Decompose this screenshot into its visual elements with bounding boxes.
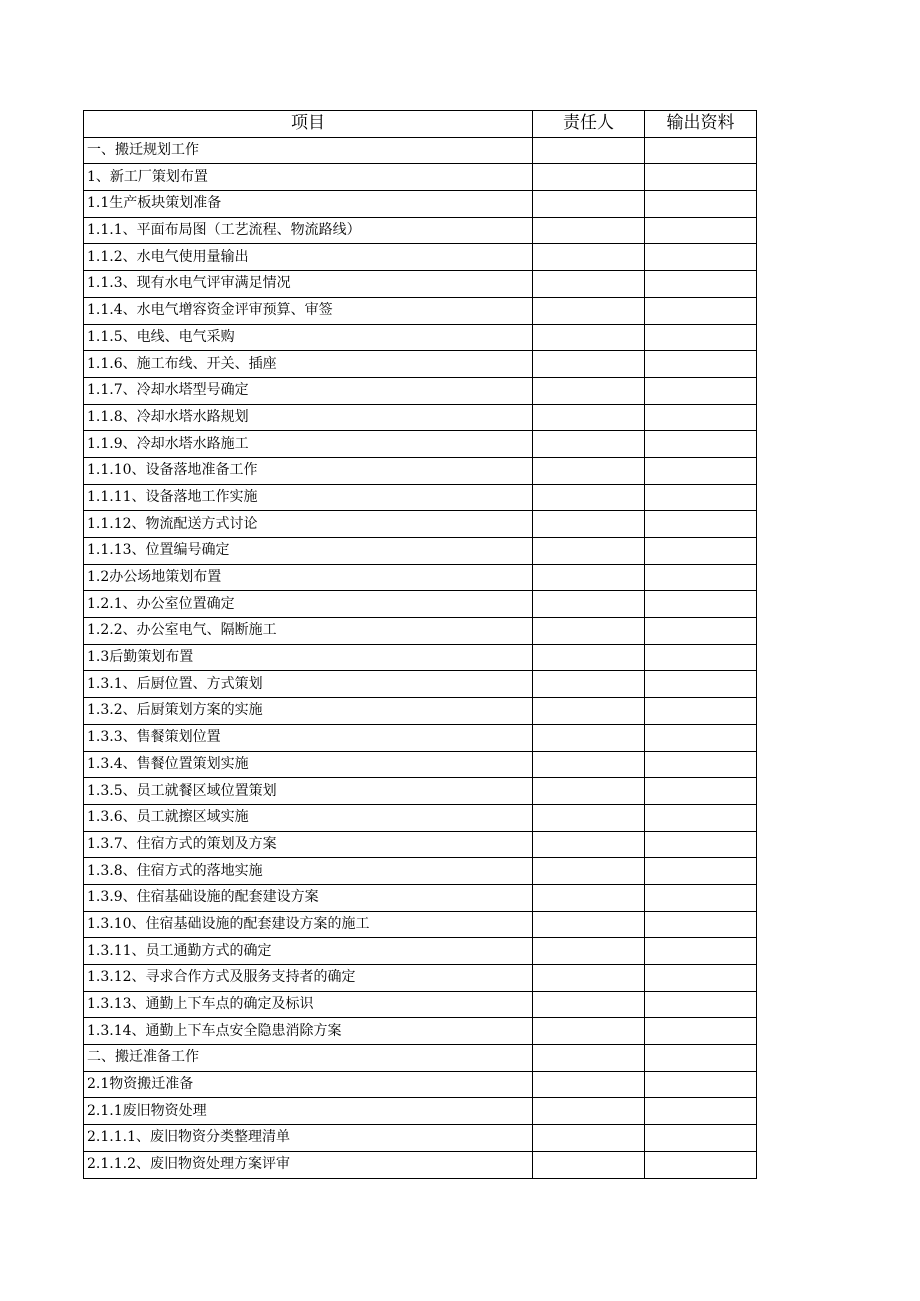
cell-output[interactable]	[645, 671, 757, 698]
cell-owner[interactable]	[533, 965, 645, 992]
table-row	[84, 884, 757, 911]
cell-item[interactable]: 二、搬迁准备工作	[84, 1045, 533, 1072]
cell-output[interactable]	[645, 271, 757, 298]
cell-owner[interactable]	[533, 751, 645, 778]
cell-owner[interactable]	[533, 377, 645, 404]
cell-owner[interactable]	[533, 431, 645, 458]
cell-output[interactable]	[645, 751, 757, 778]
cell-item[interactable]: 1.1.12、物流配送方式讨论	[84, 511, 533, 538]
cell-output[interactable]	[645, 164, 757, 191]
cell-owner[interactable]	[533, 618, 645, 645]
cell-item[interactable]: 1.1.6、施工布线、开关、插座	[84, 351, 533, 378]
table-row	[84, 1125, 757, 1152]
table-row	[84, 404, 757, 431]
cell-output[interactable]	[645, 1125, 757, 1152]
cell-owner[interactable]	[533, 244, 645, 271]
table-row	[84, 511, 757, 538]
table-row	[84, 911, 757, 938]
cell-output[interactable]	[645, 724, 757, 751]
cell-output[interactable]	[645, 377, 757, 404]
table-row	[84, 137, 757, 164]
cell-output[interactable]	[645, 831, 757, 858]
cell-item[interactable]: 1.3后勤策划布置	[84, 644, 533, 671]
cell-item[interactable]: 1.3.2、后厨策划方案的实施	[84, 698, 533, 725]
cell-owner[interactable]	[533, 591, 645, 618]
table-row	[84, 938, 757, 965]
cell-item[interactable]: 1.1.3、现有水电气评审满足情况	[84, 271, 533, 298]
cell-owner[interactable]	[533, 191, 645, 218]
cell-item[interactable]: 1.3.9、住宿基础设施的配套建设方案	[84, 884, 533, 911]
cell-item[interactable]: 1、新工厂策划布置	[84, 164, 533, 191]
table-row	[84, 618, 757, 645]
cell-owner[interactable]	[533, 1018, 645, 1045]
cell-owner[interactable]	[533, 724, 645, 751]
table-row	[84, 1151, 757, 1178]
cell-output[interactable]	[645, 698, 757, 725]
table-row	[84, 778, 757, 805]
cell-item[interactable]: 1.3.11、员工通勤方式的确定	[84, 938, 533, 965]
table-row	[84, 644, 757, 671]
cell-output[interactable]	[645, 137, 757, 164]
cell-owner[interactable]	[533, 831, 645, 858]
cell-output[interactable]	[645, 324, 757, 351]
table-row	[84, 751, 757, 778]
cell-owner[interactable]	[533, 778, 645, 805]
header-item[interactable]: 项目	[84, 111, 533, 138]
table-row	[84, 244, 757, 271]
cell-owner[interactable]	[533, 884, 645, 911]
header-row	[84, 111, 757, 138]
table-row	[84, 191, 757, 218]
cell-item[interactable]: 1.2.2、办公室电气、隔断施工	[84, 618, 533, 645]
table-row	[84, 297, 757, 324]
cell-output[interactable]	[645, 457, 757, 484]
cell-output[interactable]	[645, 1018, 757, 1045]
cell-item[interactable]: 2.1物资搬迁准备	[84, 1071, 533, 1098]
header-owner[interactable]: 责任人	[533, 111, 645, 138]
cell-owner[interactable]	[533, 991, 645, 1018]
cell-owner[interactable]	[533, 484, 645, 511]
cell-output[interactable]	[645, 484, 757, 511]
table-row	[84, 965, 757, 992]
cell-owner[interactable]	[533, 911, 645, 938]
cell-item[interactable]: 1.3.8、住宿方式的落地实施	[84, 858, 533, 885]
table-row	[84, 217, 757, 244]
cell-output[interactable]	[645, 644, 757, 671]
cell-item[interactable]: 1.1.9、冷却水塔水路施工	[84, 431, 533, 458]
cell-owner[interactable]	[533, 1125, 645, 1152]
cell-item[interactable]: 1.3.7、住宿方式的策划及方案	[84, 831, 533, 858]
cell-output[interactable]	[645, 911, 757, 938]
table-row	[84, 377, 757, 404]
table-row	[84, 671, 757, 698]
cell-owner[interactable]	[533, 644, 645, 671]
cell-item[interactable]: 1.3.6、员工就擦区域实施	[84, 804, 533, 831]
table-row	[84, 484, 757, 511]
cell-output[interactable]	[645, 431, 757, 458]
table-row	[84, 591, 757, 618]
table-row	[84, 431, 757, 458]
table-row	[84, 457, 757, 484]
cell-output[interactable]	[645, 938, 757, 965]
cell-item[interactable]: 1.1.1、平面布局图（工艺流程、物流路线）	[84, 217, 533, 244]
cell-item[interactable]: 1.1.4、水电气增容资金评审预算、审签	[84, 297, 533, 324]
table-row	[84, 991, 757, 1018]
cell-item[interactable]: 2.1.1.2、废旧物资处理方案评审	[84, 1151, 533, 1178]
cell-owner[interactable]	[533, 324, 645, 351]
cell-output[interactable]	[645, 564, 757, 591]
relocation-plan-table	[83, 110, 757, 1179]
cell-item[interactable]: 1.1.11、设备落地工作实施	[84, 484, 533, 511]
table-row	[84, 538, 757, 565]
cell-owner[interactable]	[533, 164, 645, 191]
table-row	[84, 698, 757, 725]
cell-item[interactable]: 1.3.5、员工就餐区域位置策划	[84, 778, 533, 805]
cell-output[interactable]	[645, 1098, 757, 1125]
cell-item[interactable]: 1.3.1、后厨位置、方式策划	[84, 671, 533, 698]
cell-item[interactable]: 1.1生产板块策划准备	[84, 191, 533, 218]
cell-item[interactable]: 1.2办公场地策划布置	[84, 564, 533, 591]
table-row	[84, 324, 757, 351]
cell-item[interactable]: 1.3.4、售餐位置策划实施	[84, 751, 533, 778]
cell-output[interactable]	[645, 618, 757, 645]
cell-owner[interactable]	[533, 671, 645, 698]
cell-owner[interactable]	[533, 271, 645, 298]
cell-owner[interactable]	[533, 698, 645, 725]
cell-owner[interactable]	[533, 858, 645, 885]
table-row	[84, 271, 757, 298]
table-row	[84, 1098, 757, 1125]
cell-owner[interactable]	[533, 564, 645, 591]
cell-output[interactable]	[645, 884, 757, 911]
cell-item[interactable]: 1.3.3、售餐策划位置	[84, 724, 533, 751]
cell-output[interactable]	[645, 804, 757, 831]
cell-item[interactable]: 1.1.13、位置编号确定	[84, 538, 533, 565]
cell-owner[interactable]	[533, 538, 645, 565]
cell-item[interactable]: 1.3.14、通勤上下车点安全隐患消除方案	[84, 1018, 533, 1045]
cell-item[interactable]: 1.1.10、设备落地准备工作	[84, 457, 533, 484]
cell-output[interactable]	[645, 351, 757, 378]
cell-owner[interactable]	[533, 511, 645, 538]
cell-owner[interactable]	[533, 457, 645, 484]
cell-output[interactable]	[645, 191, 757, 218]
cell-owner[interactable]	[533, 351, 645, 378]
cell-owner[interactable]	[533, 1098, 645, 1125]
cell-owner[interactable]	[533, 1071, 645, 1098]
cell-item[interactable]: 1.1.7、冷却水塔型号确定	[84, 377, 533, 404]
cell-item[interactable]: 1.1.8、冷却水塔水路规划	[84, 404, 533, 431]
cell-output[interactable]	[645, 244, 757, 271]
table-row	[84, 164, 757, 191]
cell-item[interactable]: 1.1.5、电线、电气采购	[84, 324, 533, 351]
cell-item[interactable]: 2.1.1.1、废旧物资分类整理清单	[84, 1125, 533, 1152]
cell-item[interactable]: 1.3.12、寻求合作方式及服务支持者的确定	[84, 965, 533, 992]
cell-output[interactable]	[645, 511, 757, 538]
cell-output[interactable]	[645, 1045, 757, 1072]
cell-output[interactable]	[645, 297, 757, 324]
table-row	[84, 804, 757, 831]
cell-output[interactable]	[645, 538, 757, 565]
table-row	[84, 1071, 757, 1098]
cell-output[interactable]	[645, 1071, 757, 1098]
cell-owner[interactable]	[533, 938, 645, 965]
cell-owner[interactable]	[533, 297, 645, 324]
cell-item[interactable]: 1.3.13、通勤上下车点的确定及标识	[84, 991, 533, 1018]
cell-item[interactable]: 1.2.1、办公室位置确定	[84, 591, 533, 618]
table-body	[84, 137, 757, 1178]
table-row	[84, 351, 757, 378]
cell-owner[interactable]	[533, 1045, 645, 1072]
table-row	[84, 1018, 757, 1045]
table-row	[84, 831, 757, 858]
cell-output[interactable]	[645, 858, 757, 885]
header-output[interactable]: 输出资料	[645, 111, 757, 138]
cell-item[interactable]: 1.3.10、住宿基础设施的配套建设方案的施工	[84, 911, 533, 938]
cell-item[interactable]: 1.1.2、水电气使用量输出	[84, 244, 533, 271]
table-row	[84, 1045, 757, 1072]
cell-output[interactable]	[645, 591, 757, 618]
cell-owner[interactable]	[533, 137, 645, 164]
table-row	[84, 858, 757, 885]
cell-owner[interactable]	[533, 1151, 645, 1178]
table-row	[84, 564, 757, 591]
cell-item[interactable]: 一、搬迁规划工作	[84, 137, 533, 164]
cell-item[interactable]: 2.1.1废旧物资处理	[84, 1098, 533, 1125]
cell-owner[interactable]	[533, 804, 645, 831]
cell-output[interactable]	[645, 217, 757, 244]
cell-owner[interactable]	[533, 404, 645, 431]
cell-output[interactable]	[645, 965, 757, 992]
cell-output[interactable]	[645, 404, 757, 431]
cell-output[interactable]	[645, 991, 757, 1018]
cell-output[interactable]	[645, 1151, 757, 1178]
cell-owner[interactable]	[533, 217, 645, 244]
table-row	[84, 724, 757, 751]
cell-output[interactable]	[645, 778, 757, 805]
